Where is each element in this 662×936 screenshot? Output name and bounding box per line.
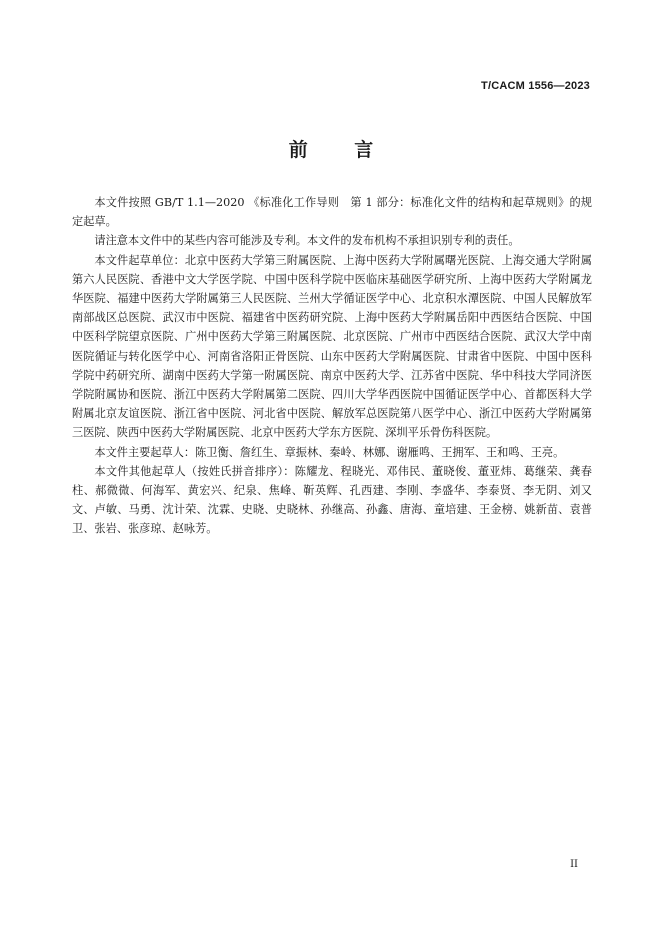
foreword-body <box>72 193 592 539</box>
paragraph-patent-notice: 请注意本文件中的某些内容可能涉及专利。本文件的发布机构不承担识别专利的责任。 <box>94 234 520 248</box>
paragraph-drafting-units: 本文件起草单位：北京中医药大学第三附属医院、上海中医药大学附属曙光医院、上海交通大学附属第六人民医院、香港中文大学医学院、中国中医科学院中医临床基础医学研究所、上海中医药大学附属龙华医院、福建中医药大学附属第三人民医院、兰州大学循证医学中心、北京积水潭医院、中国人民解放军南部战区总医院、武汉市中医院、福建省中医药研究院、上海中医药大学附属岳阳中西医结合医院、中国中医科学院望京医院、广州中医药大学第三附属医院、北京医院、广州市中西医结合医院、武汉大学中南医院循证与转化医学中心、河南省洛阳正骨医院、山东中医药大学附属医院、甘肃省中医院、中国中医科学院中药研究所、湖南中医药大学第一附属医院、南京中医药大学、江苏省中医院、华中科技大学同济医学院附属协和医院、浙江中医药大学附属第二医院、四川大学华西医院中国循证医学中心、首都医科大学附属北京友谊医院、浙江省中医院、河北省中医院、解放军总医院第八医学中心、浙江中医药大学附属第三医院、陕西中医药大学附属医院、北京中医药大学东方医院、深圳平乐骨伤科医院。 <box>72 253 592 440</box>
page-title: 前 言 <box>288 139 394 161</box>
page-number: II <box>570 859 578 870</box>
paragraph-drafting-rules: 本文件按照 GB/T 1.1—2020 《标准化工作导则 第 1 部分：标准化文件的结构和起草规则》的规定起草。 <box>72 196 592 229</box>
document-code: T/CACM 1556—2023 <box>481 80 590 92</box>
paragraph-other-drafters: 本文件其他起草人（按姓氏拼音排序）：陈耀龙、程晓光、邓伟民、董晓俊、董亚炜、葛继荣、龚春柱、郝微微、何海军、黄宏兴、纪泉、焦峰、靳英辉、孔西建、李刚、李盛华、李泰贤、李无阴、刘又文、卢敏、马勇、沈计荣、沈霖、史晓、史晓林、孙继高、孙鑫、唐海、童培建、王金榜、姚新苗、袁普卫、张岩、张彦琼、赵咏芳。 <box>72 464 592 536</box>
paragraph-main-drafters: 本文件主要起草人：陈卫衡、詹红生、章振林、秦岭、林娜、谢雁鸣、王拥军、王和鸣、王亮。 <box>94 445 565 459</box>
